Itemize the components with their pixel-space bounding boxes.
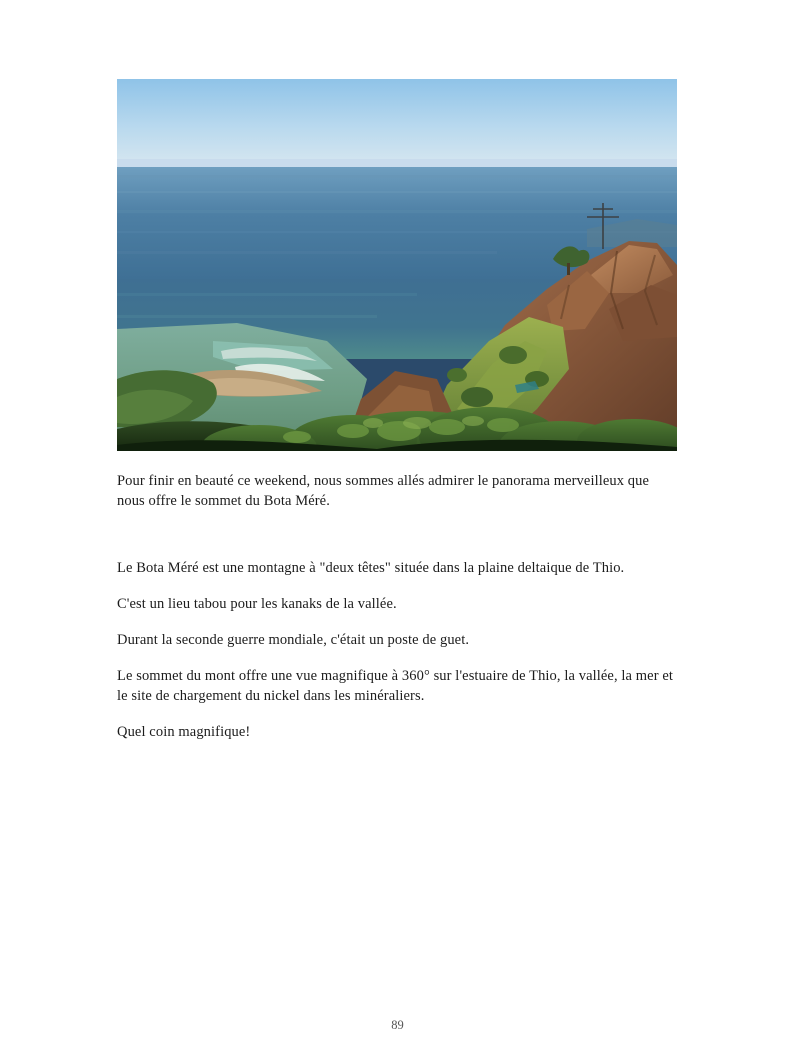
- paragraph-poste-de-guet: Durant la seconde guerre mondiale, c'était un poste de guet.: [117, 631, 470, 648]
- page-number: 89: [391, 1018, 404, 1032]
- landscape-photo: [117, 79, 677, 451]
- paragraph-closing: Quel coin magnifique!: [117, 723, 251, 740]
- photo-graphic: [117, 79, 677, 451]
- paragraph-intro: Pour finir en beauté ce weekend, nous sommes allés admirer le panorama merveilleux que nous offre le sommet du Bota Méré.: [117, 473, 650, 509]
- paragraph-bota-mere-description: Le Bota Méré est une montagne à "deux têtes" située dans la plaine deltaique de Thio.: [117, 559, 625, 576]
- paragraph-spacer: [117, 526, 678, 558]
- page-content: [117, 79, 678, 756]
- paragraph-vue-panoramique: Le sommet du mont offre une vue magnifique à 360° sur l'estuaire de Thio, la vallée, la mer et le site de chargement du nickel dans les minéraliers.: [117, 667, 674, 704]
- paragraph-lieu-tabou: C'est un lieu tabou pour les kanaks de la vallée.: [117, 595, 397, 612]
